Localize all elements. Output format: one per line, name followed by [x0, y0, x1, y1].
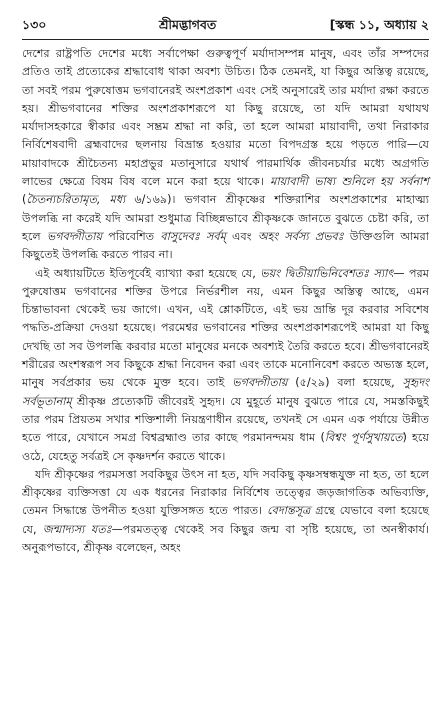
italic-phrase: ভয়ং দ্বিতীয়াভিনিবেশতঃ স্যাৎ: [260, 266, 394, 280]
book-title: শ্রীমদ্ভাগবত: [159, 17, 217, 32]
italic-phrase: ভগবদ্গীতায়: [46, 229, 103, 243]
page-number: ১৩০: [22, 17, 47, 32]
text-run: এবং: [225, 229, 258, 243]
text-run: গ্রন্থে যেভাবে বলা হয়েছে যে,: [22, 504, 429, 536]
italic-phrase: অহং সর্বস্য প্রভবঃ: [257, 229, 344, 243]
italic-phrase: মায়াবাদী ভাষ্য শুনিলে হয় সর্বনাশ: [270, 175, 429, 189]
text-run: ৬/১৬৯)। ভগবান শ্রীকৃষ্ণের শক্তিরাশির অংশপ্রকাশের মাহাত্ম্য উপলব্ধি না করেই যদি আমরা শুধুমাত্র বিচ্ছিন্নভাবে শ্রীকৃষ্ণকে জানতে বুঝতে চেষ্টা করি, তা হলে: [22, 193, 429, 243]
text-run: ) হয়ে ওঠে, যেহেতু সর্বত্রই সে কৃষ্ণদর্শন করতে থাকে।: [22, 431, 429, 463]
text-run: যদি শ্রীকৃষ্ণের পরমসত্তা সবকিছুর উৎস না হত, যদি সবকিছু কৃষ্ণসম্বন্ধযুক্ত না হত, তা হলে শ্রীকৃষ্ণের ব্যক্তিসত্তা যে এক ধরনের নিরাকার নির্বিশেষ তত্ত্বের জড়জাগতিক অভিব্যক্তি, তেমন সিদ্ধান্তে উপনীত হওয়া যুক্তিসঙ্গত হতে পারত।: [22, 467, 429, 518]
text-run: উক্তিগুলি আমরা কিছুতেই উপলব্ধি করতে পারব না।: [22, 229, 430, 262]
text-run: পরিবেশিত: [102, 229, 161, 243]
text-run: (: [22, 193, 27, 207]
header-rule: [22, 39, 429, 40]
italic-phrase: বাসুদেবঃ সর্বম্: [160, 229, 226, 243]
text-run: দেশের রাষ্ট্রপতি দেশের মধ্যে সর্বাপেক্ষা গুরুত্বপূর্ণ মর্যাদাসম্পন্ন মানুষ, এবং তাঁর সম্পদের প্রতিও তাই প্রত্যেকের শ্রদ্ধাবোধ থাকা অবশ্য উচিত। ঠিক তেমনই, যা কিছুর অস্তিত্ব রয়েছে, তা সবই পরম পুরুষোত্তম ভগবানেরই অংশপ্রকাশ এবং সেই অনুসারেই তার মর্যাদা রক্ষা করতে হয়। শ্রীভগবানের শক্তির অংশপ্রকাশরূপে যা কিছু রয়েছে, তা যদি আমরা যথাযথ মর্যাদাসহকারে স্বীকার এবং সম্ভ্রম শ্রদ্ধা না করি, তা হলে আমরা মায়াবাদী, তথা নিরাকার নির্বিশেষবাদী ব্রহ্মবাদের ছলনায় বিভ্রান্ত হওয়ার মতো বিপদগ্রস্ত হয়ে পড়তে পারি—যে মায়াবাদকে শ্রীচৈতন্য মহাপ্রভুর মতানুসারে যথার্থ পারমার্থিক জীবনচর্যার মধ্যে অগ্রগতি লাভের ক্ষেত্রে বিষম বিষ বলে মনে করা হয়ে থাকে।: [22, 47, 429, 189]
italic-phrase: ভগবদ্গীতায়: [232, 376, 288, 390]
running-header: [22, 14, 429, 36]
text-run: —পরমতত্ত্ব থেকেই সব কিছুর জন্ম বা সৃষ্টি হয়েছে, তা অনস্বীকার্য। অনুরূপভাবে, শ্রীকৃষ্ণ বলেছেন, অহং: [22, 522, 429, 555]
paragraph: [22, 466, 429, 557]
paragraph: [22, 265, 429, 466]
text-run: এই অধ্যায়টিতে ইতিপূর্বেই ব্যাখ্যা করা হয়েছে যে,: [35, 266, 261, 280]
chapter-reference: [স্কন্ধ ১১, অধ্যায় ২: [329, 17, 429, 32]
text-run: — পরম পুরুষোত্তম ভগবানের শক্তির উপরে নির্ভরশীল নয়, এমন কিছুর অস্তিত্ব আছে, এমন চিন্তাভাবনা থেকেই ভয় জাগে। এখন, এই শ্লোকটিতে, এই ভয় ভ্রান্তি দূর করবার সবিশেষ পদ্ধতি-প্রক্রিয়া দেওয়া হয়েছে। পরমেশ্বর ভগবানের শক্তির অংশপ্রকাশরূপেই আমরা যা কিছু দেখছি তা সব উপলব্ধি করবার মতো মানুষের মনকে অবশ্যই তৈরি করতে হবে। শ্রীভগবানেরই শরীরের অংশস্বরূপ সব কিছুকে শ্রদ্ধা নিবেদন করা এবং তাকে মনোনিবেশ করতে অভ্যস্ত হলে, মানুষ সর্বপ্রকার ভয় থেকে মুক্ত হবে। তাই: [22, 266, 429, 390]
book-page: [22, 14, 429, 557]
purport-text: [22, 45, 429, 557]
italic-phrase: বেদান্তসূত্র: [267, 504, 311, 518]
italic-phrase: বিশ্বং পূর্ণসুখায়তে: [324, 431, 403, 445]
italic-phrase: চৈতন্যচরিতামৃত, মধ্য: [26, 193, 126, 207]
text-run: (৫/২৯) বলা হয়েছে,: [287, 376, 403, 390]
paragraph: [22, 45, 429, 265]
italic-phrase: সুহৃদং সর্বভূতানাম্: [22, 376, 429, 408]
italic-phrase: জন্মাদ্যস্য যতঃ: [42, 522, 112, 536]
text-run: শ্রীকৃষ্ণ প্রত্যেকটি জীবেরই সুহৃদ। যে মুহূর্তে মানুষ বুঝতে পারে যে, সমস্তকিছুই তার পরম প্রিয়তম সখার শক্তিশালী নিয়ন্ত্রণাধীন রয়েছে, তখনই সে এমন এক পর্যায়ে উন্নীত হতে পারে, যেখানে সমগ্র বিশ্বব্রহ্মাণ্ড তার কাছে পরমানন্দময় ধাম (: [22, 394, 429, 445]
